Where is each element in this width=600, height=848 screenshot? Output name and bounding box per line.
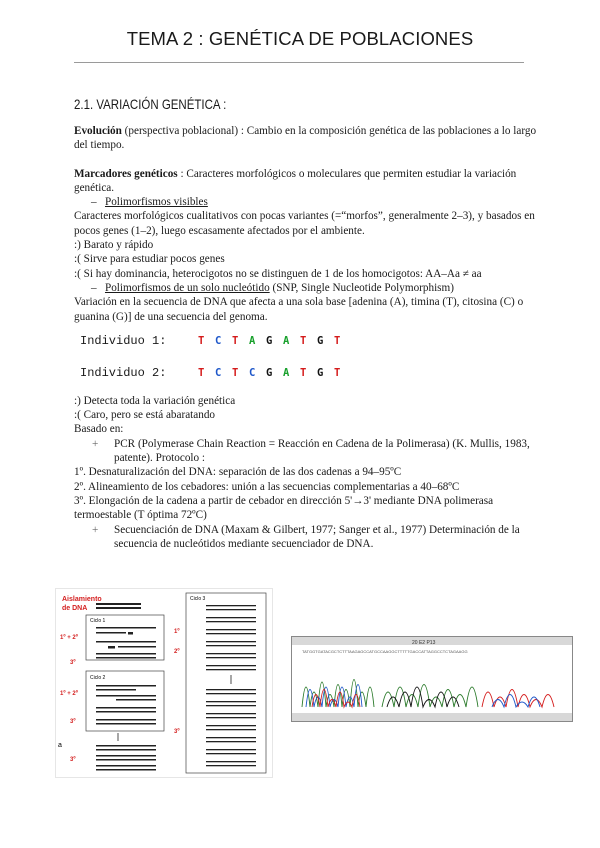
secuenciacion-bullet: + Secuenciación de DNA (Maxam & Gilbert, 1977; Sanger et al., 1977) Determinación de la secuencia de nucleótidos mediante secuenciador de DNA. [92, 523, 520, 550]
pcr-step-3: 3º. Elongación de la cadena a partir de cebador en dirección 5'→3' mediante DNA polimerasa termoestable (T óptima 72ºC) [74, 494, 494, 522]
ciclo1-label: Ciclo 1 [90, 618, 106, 624]
dna-bases [198, 334, 351, 348]
step3-label-3: 3º [70, 757, 76, 763]
snp-heading: – Polimorfismos de un solo nucleótido (SNP, Single Nucleotide Polymorphism) [91, 281, 454, 294]
dna-base: T [198, 334, 205, 347]
dna-base: C [215, 366, 222, 379]
sequencer-readout: 20 E2 P13 [412, 640, 436, 646]
individuo-label: Individuo 1: [80, 333, 167, 348]
poli-visibles-con1: :( Sirve para estudiar pocos genes [74, 253, 225, 266]
ciclo3-label: Ciclo 3 [190, 596, 206, 602]
snp-desc: Variación en la secuencia de DNA que afecta a una sola base [adenina (A), timina (T), citosina (C) o guanina (G)] de una secuencia del genoma. [74, 296, 524, 323]
snp-pro: :) Detecta toda la variación genética [74, 394, 236, 407]
snp-con: :( Caro, pero se está abaratando [74, 409, 216, 422]
svg-text:TATGGTGATACGCTCTTTAAGAGCCATGCC: TATGGTGATACGCTCTTTAAGAGCCATGCCAAGGCTTTTTGACCATTAGGCCTCTAGAAGG [302, 649, 468, 654]
dna-base: C [249, 366, 256, 379]
dna-base: T [334, 334, 341, 347]
pcr-step-2: 2º. Alineamiento de los cebadores: unión a las secuencias complementarias a 40–68ºC [74, 480, 460, 493]
dna-base: T [232, 334, 239, 347]
dna-base: A [283, 366, 290, 379]
dna-bases [198, 366, 351, 380]
evolucion-def: (perspectiva poblacional) : Cambio en la composición genética de las poblaciones a lo largo del tiempo. [74, 125, 537, 152]
pcr-diagram-image [55, 588, 273, 778]
dna-base: T [334, 366, 341, 379]
dna-base: T [232, 366, 239, 379]
body-text [74, 124, 544, 551]
dna-row-2 [80, 358, 544, 388]
page-title: TEMA 2 : GENÉTICA DE POBLACIONES [126, 28, 474, 49]
dna-base: G [317, 366, 324, 379]
poli-visibles-heading: – Polimorfismos visibles [91, 196, 208, 209]
dna-base: T [300, 334, 307, 347]
section-heading: 2.1. VARIACIÓN GENÉTICA : [74, 96, 227, 112]
dna-base: G [266, 366, 273, 379]
marcadores-term: Marcadores genéticos [74, 167, 178, 180]
step12-label-2: 1º + 2º [60, 691, 78, 697]
aislamiento-label: Aislamiento [62, 596, 102, 603]
chromatogram-image [291, 636, 573, 722]
evolucion-term: Evolución [74, 125, 122, 137]
a-label: a [58, 742, 62, 749]
individuo-label: Individuo 2: [80, 365, 167, 380]
dna-base: G [266, 334, 273, 347]
ciclo2-label: Ciclo 2 [90, 675, 106, 681]
poli-visibles-pro: :) Barato y rápido [74, 239, 154, 252]
step2-label: 2º [174, 649, 180, 655]
pcr-step-1: 1º. Desnaturalización del DNA: separación de las dos cadenas a 94–95ºC [74, 466, 402, 479]
step3-label-4: 3º [174, 729, 180, 735]
marcadores-def: : Caracteres morfológicos o moleculares que permiten estudiar la variación genética. [74, 167, 517, 194]
title-divider [74, 62, 524, 63]
chromatogram [292, 637, 572, 721]
step3-label: 3º [70, 660, 76, 666]
pcr-diagram [56, 589, 272, 777]
pcr-bullet: + PCR (Polymerase Chain Reaction = Reacción en Cadena de la Polimerasa) (K. Mullis, 1983, patente). Protocolo : [92, 437, 530, 465]
step3-label-2: 3º [70, 719, 76, 725]
dna-row-1 [80, 326, 544, 356]
dna-label: de DNA [62, 605, 88, 612]
poli-visibles-desc: Caracteres morfológicos cualitativos con pocas variantes (=“morfos”, generalmente 2–3), y basados en pocos genes (1–2), luego escasamente afectados por el ambiente. [74, 210, 535, 237]
dna-base: T [198, 366, 205, 379]
dna-base: A [249, 334, 256, 347]
dna-base: A [283, 334, 290, 347]
dna-base: C [215, 334, 222, 347]
poli-visibles-con2: :( Si hay dominancia, heterocigotos no se distinguen de 1 de los homocigotos: AA–Aa ≠ aa [74, 267, 482, 280]
dna-base: G [317, 334, 324, 347]
basado-en: Basado en: [74, 423, 124, 436]
marcadores-paragraph [74, 167, 544, 196]
dna-base: T [300, 366, 307, 379]
step12-label: 1º + 2º [60, 635, 78, 641]
evolucion-paragraph [74, 124, 544, 153]
step1-label: 1º [174, 629, 180, 635]
